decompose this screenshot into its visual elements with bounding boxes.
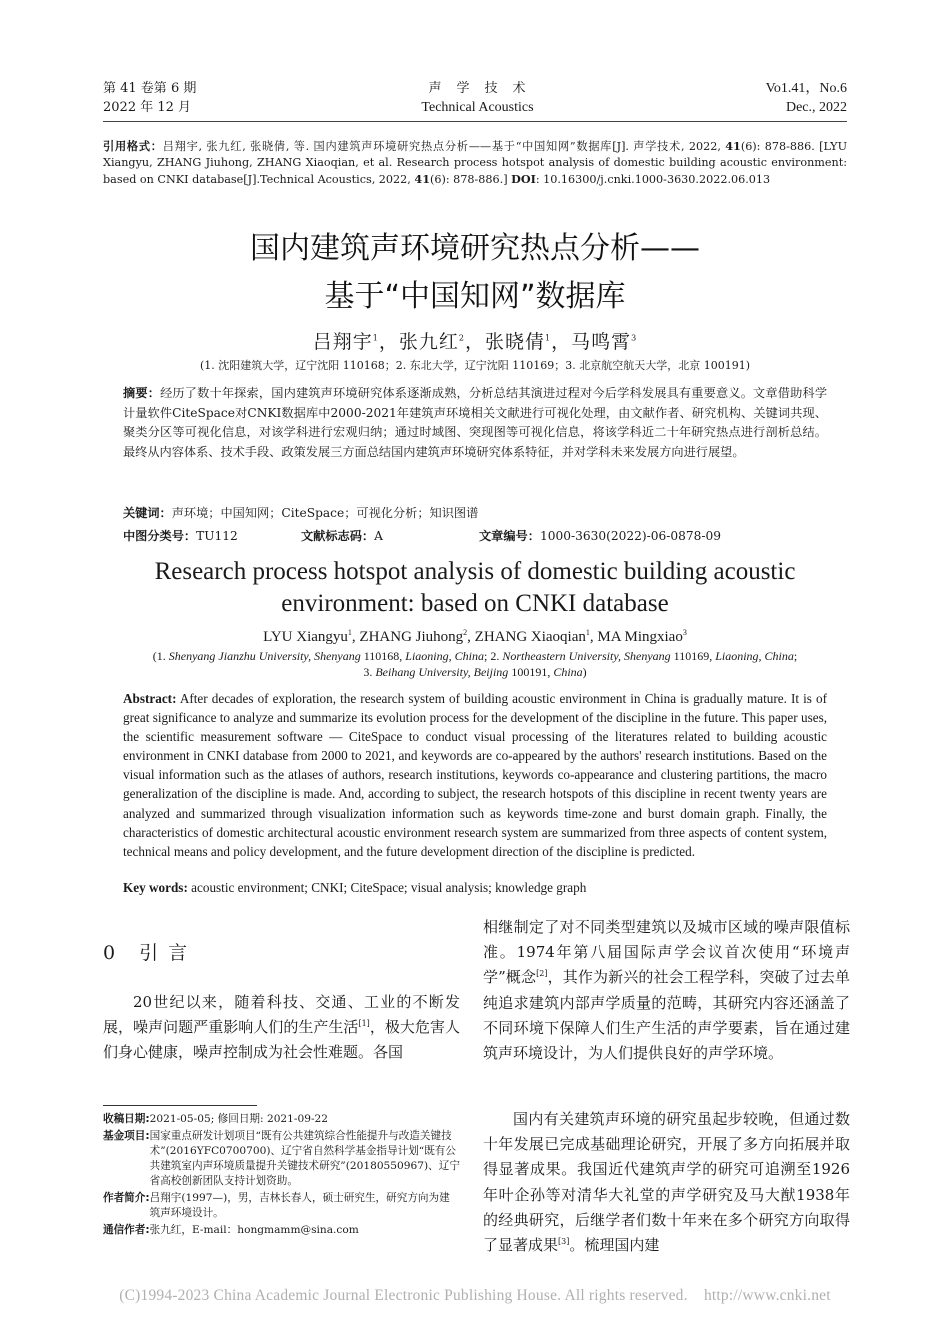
aff-en-sep1: ; 2. <box>483 649 503 663</box>
body-text: 。梳理国内建 <box>569 1236 660 1255</box>
document-code-label: 文献标志码： <box>301 529 375 543</box>
citation-label: 引用格式： <box>103 140 163 153</box>
paper-title-cn <box>0 225 950 321</box>
footnote-text[interactable]: 张九红，E-mail：hongmamm@sina.com <box>149 1224 359 1236</box>
keywords-en-label: Key words: <box>123 880 188 895</box>
aff-en-1-name: Shenyang Jianzhu University, Shenyang <box>168 649 361 663</box>
author-en-sep: , <box>589 629 598 645</box>
citation-volume-cn: 41 <box>725 139 741 153</box>
footnote-label: 作者简介: <box>103 1192 150 1204</box>
author-en-sep: , <box>467 629 475 645</box>
footnote-rule <box>103 1105 257 1106</box>
author-en-name: LYU Xiangyu <box>263 629 348 645</box>
header-volume-issue: 第 41 卷第 6 期 <box>103 81 197 96</box>
author-en-name: ZHANG Jiuhong <box>359 629 464 645</box>
abstract-en-label: Abstract: <box>123 691 177 706</box>
paper-title-cn-line1: 国内建筑声环境研究热点分析—— <box>250 231 700 266</box>
article-number-value: 1000-3630(2022)-06-0878-09 <box>539 529 722 543</box>
footnote-author-bio <box>103 1191 460 1221</box>
aff-en-3-code: 100191, <box>508 665 554 679</box>
aff-en-open3: 3. <box>363 665 376 679</box>
body-paragraph <box>103 990 460 1066</box>
aff-en-open: (1. <box>152 649 169 663</box>
paper-title-en <box>0 556 950 620</box>
author-cn-name: 张九红 <box>398 331 459 353</box>
header-rule <box>103 121 847 122</box>
header-volume-en <box>766 79 847 117</box>
body-paragraph <box>483 1107 850 1258</box>
abstract-cn <box>123 384 827 462</box>
footnote-label: 基金项目: <box>103 1130 150 1142</box>
author-cn-name: 马鸣霄 <box>571 331 632 353</box>
citation-doi-label: DOI <box>511 172 536 186</box>
aff-en-3-region: China <box>553 665 583 679</box>
abstract-cn-text: 经历了数十年探索，国内建筑声环境研究体系逐渐成熟，分析总结其演进过程对今后学科发展具有重要意义。文章借助科学计量软件CiteSpace对CNKI数据库中2000-2021年建筑声环境相关文献进行可视化处理，由文献作者、研究机构、关键词共现、聚类分区等可视化信息，对该学科进行宏观归纳；通过时域图、突现图等可视化信息，将该学科近二十年研究热点进行剖析总结。最终从内容体系、技术手段、政策发展三方面总结国内建筑声环境研究体系特征，并对学科未来发展方向进行展望。 <box>123 386 828 459</box>
author-en-aff: 1 <box>585 628 590 637</box>
section-number: 0 <box>103 942 118 964</box>
affiliations-en <box>130 648 820 680</box>
paper-title-cn-line2: 基于“中国知网”数据库 <box>324 279 626 314</box>
header-journal-name <box>375 79 580 117</box>
author-cn-aff: 1 <box>372 333 379 343</box>
author-cn-sep: ， <box>551 331 572 353</box>
aff-en-3-name: Beihang University, Beijing <box>375 665 509 679</box>
footnote-text: 吕翔宇(1997—)，男，吉林长春人，硕士研究生，研究方向为建筑声环境设计。 <box>149 1192 450 1219</box>
footnote-corresponding <box>103 1223 460 1238</box>
clc-code <box>123 527 238 546</box>
author-cn-aff: 3 <box>631 333 638 343</box>
author-en-aff: 3 <box>682 628 687 637</box>
footnote-label: 通信作者: <box>103 1224 150 1236</box>
author-en-aff: 2 <box>463 628 468 637</box>
citation-text-cn: 吕翔宇, 张九红, 张晓倩, 等. 国内建筑声环境研究热点分析——基于“中国知网”数据库[J]. 声学技术, 2022, <box>162 140 726 153</box>
aff-en-2-code: 110169, <box>670 649 716 663</box>
citation-pages-en: (6): 878-886.] <box>429 173 512 186</box>
authors-en <box>0 627 950 647</box>
footnote-text: 国家重点研发计划项目“既有公共建筑综合性能提升与改造关键技术”(2016YFC0700700)、辽宁省自然科学基金指导计划“既有公共建筑室内声环境质量提升关键技术研究”(20180550967)、辽宁省高校创新团队支持计划资助。 <box>149 1130 460 1187</box>
aff-en-2-name: Northeastern University, Shenyang <box>502 649 671 663</box>
author-en-name: ZHANG Xiaoqian <box>474 629 586 645</box>
body-text: ，极大危害人们身心健康，噪声控制成为社会性难题。各国 <box>103 1018 460 1062</box>
aff-en-1-region: Liaoning, China <box>405 649 484 663</box>
article-number-label: 文章编号： <box>479 529 540 543</box>
author-en-sep: , <box>351 629 360 645</box>
clc-value: TU112 <box>196 529 238 543</box>
author-cn-sep: ， <box>378 331 399 353</box>
abstract-cn-label: 摘要： <box>123 386 161 400</box>
affiliations-cn: (1. 沈阳建筑大学，辽宁沈阳 110168；2. 东北大学，辽宁沈阳 110169；3. 北京航空航天大学，北京 100191) <box>199 359 751 372</box>
aff-en-sep2: ; <box>793 649 798 663</box>
author-en-name: MA Mingxiao <box>597 629 683 645</box>
keywords-cn-text: 声环境；中国知网；CiteSpace；可视化分析；知识图谱 <box>171 506 479 520</box>
clc-label: 中图分类号： <box>123 529 197 543</box>
abstract-en-text: After decades of exploration, the research system of building acoustic environment in China is gradually mature. It is of great significance to analyze and summarize its evolution process for the development of the discipline in the future. This paper uses, the scientific measurement software — CiteSpace to conduct visual processing of the literatures related to building acoustic environment in CNKI database from 2000 to 2021, and keywords are co-appeared by the authors' research institutions. Based on the visual information such as the atlases of authors, research institutions, keywords co-appearance and clustering partitions, the macro generalization of the discipline is made. And, according to subject, the research hotspots of this discipline in recent twenty years are analyzed and summarized through visualization information such as keywords time-zone and burst domain graph. Finally, the characteristics of domestic architectural acoustic environment research system are summarized from three aspects of content system, technical means and policy development, and the future development direction of the discipline is predicted. <box>123 691 827 859</box>
footnote-funding <box>103 1129 460 1189</box>
keywords-cn <box>123 504 827 523</box>
body-paragraph <box>483 915 850 1066</box>
section-title: 引 言 <box>139 942 190 964</box>
header-journal-name-cn: 声 学 技 术 <box>428 81 527 96</box>
reference-marker[interactable]: [1] <box>358 1019 370 1029</box>
body-text: 国内有关建筑声环境的研究虽起步较晚，但通过数十年发展已完成基础理论研究，开展了多方向拓展并取得显著成果。我国近代建筑声学的研究可追溯至1926年叶企孙等对清华大礼堂的声学研究及马大猷1938年的经典研究，后继学者们数十年来在多个研究方向取得了显著成果 <box>483 1110 850 1255</box>
reference-marker[interactable]: [2] <box>536 969 548 979</box>
footnote-text: 2021-05-05; 修回日期: 2021-09-22 <box>149 1113 329 1125</box>
keywords-cn-label: 关键词： <box>123 506 172 520</box>
footnote-received <box>103 1112 460 1127</box>
reference-marker[interactable]: [3] <box>558 1237 570 1247</box>
body-text: 相继制定了对不同类型建筑以及城市区域的噪声限值标准。1974年第八届国际声学会议首次使用“环境声学”概念 <box>483 918 850 987</box>
header-date: 2022 年 12 月 <box>103 100 192 115</box>
paper-title-en-line1: Research process hotspot analysis of domestic building acoustic <box>154 558 796 585</box>
author-cn-aff: 2 <box>458 333 465 343</box>
body-text: 20世纪以来，随着科技、交通、工业的不断发展，噪声问题严重影响人们的生产生活 <box>103 993 460 1037</box>
keywords-en <box>123 878 827 897</box>
header-volume-en-line: Vo1.41，No.6 <box>765 81 847 96</box>
author-cn-name: 吕翔宇 <box>312 331 373 353</box>
article-number <box>479 527 721 546</box>
copyright-watermark: (C)1994-2023 China Academic Journal Electronic Publishing House. All rights reserved. http://www.cnki.net <box>119 1287 831 1304</box>
citation-volume-en: 41 <box>414 172 430 186</box>
document-code-value: A <box>374 529 383 543</box>
footnotes <box>103 1112 460 1240</box>
document-code <box>301 527 383 546</box>
body-text: ，其作为新兴的社会工程学科，突破了过去单纯追求建筑内部声学质量的范畴，其研究内容还涵盖了不同环境下保障人们生产生活的声学要素，旨在通过建筑声环境设计，为人们提供良好的声学环境。 <box>483 968 850 1063</box>
abstract-en <box>123 689 827 861</box>
classification-row <box>123 527 827 546</box>
keywords-en-text: acoustic environment; CNKI; CiteSpace; visual analysis; knowledge graph <box>187 880 587 895</box>
aff-en-1-code: 110168, <box>360 649 406 663</box>
author-cn-name: 张晓倩 <box>485 331 546 353</box>
header-journal-name-en: Technical Acoustics <box>421 100 534 115</box>
aff-en-2-region: Liaoning, China <box>715 649 794 663</box>
author-en-aff: 1 <box>347 628 352 637</box>
author-cn-aff: 1 <box>545 333 552 343</box>
section-heading <box>103 939 189 967</box>
paper-title-en-line2: environment: based on CNKI database <box>281 590 669 617</box>
aff-en-close: ) <box>582 665 587 679</box>
citation-doi[interactable]: : 10.16300/j.cnki.1000-3630.2022.06.013 <box>535 173 771 186</box>
citation-block <box>103 138 847 188</box>
header-date-en: Dec., 2022 <box>785 100 847 115</box>
footnote-label: 收稿日期: <box>103 1113 150 1125</box>
citation-pages-cn: (6): 878-886. [LYU Xiangyu, ZHANG Jiuhong, ZHANG Xiaoqian, et al. Research process hotspot analysis of domestic building acoustic environment: based on CNKI database[J].Technical Acoustics, 2022, <box>103 140 847 186</box>
header-journal-issue <box>103 79 196 117</box>
authors-cn <box>0 329 950 355</box>
author-cn-sep: ， <box>464 331 485 353</box>
